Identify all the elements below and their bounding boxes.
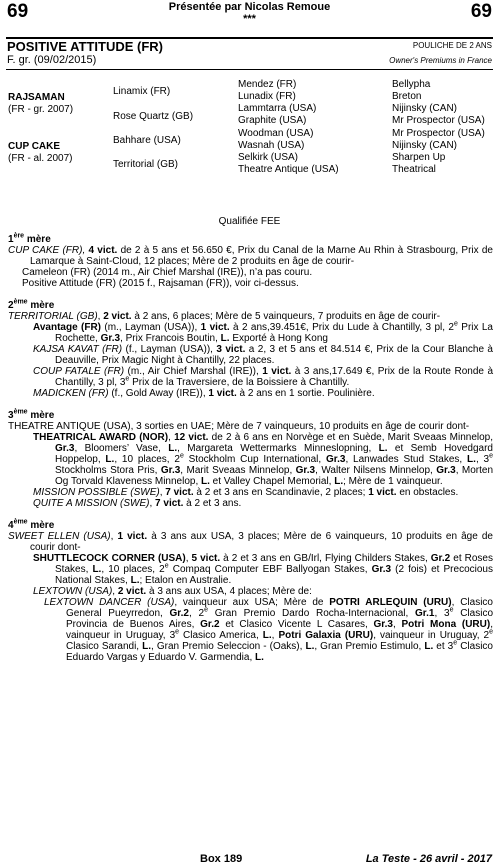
pedigree-gen4: Sharpen Up (392, 152, 446, 163)
pedigree-gen3: Theatre Antique (USA) (238, 164, 339, 175)
section-heading: 2ème mère (8, 298, 55, 311)
horse-header (6, 37, 493, 70)
dam-info: (FR - al. 2007) (8, 153, 73, 164)
paragraph: CUP CAKE (FR), 4 vict. de 2 à 5 ans et 56.650 €, Prix du Canal de la Marne Au Rhin à Strasbourg, Prix de Lamarque à Saint-Cloud, 12 places; Mère de 2 produits en âge de courir- (8, 245, 493, 267)
paragraph: THEATRE ANTIQUE (USA), 3 sorties en UAE; Mère de 7 vainqueurs, 10 produits en âge de courir dont- (8, 421, 470, 432)
paragraph: MISSION POSSIBLE (SWE), 7 vict. à 2 et 3 ans en Scandinavie, 2 places; 1 vict. en obstacles. (33, 487, 459, 498)
pedigree-gen4: Breton (392, 91, 422, 102)
presenter (0, 1, 499, 25)
horse-name: POSITIVE ATTITUDE (FR) (7, 39, 163, 54)
pedigree-gen4: Bellypha (392, 79, 431, 90)
lot-number-right: 69 (470, 1, 492, 22)
pedigree-gen4: Nijinsky (CAN) (392, 103, 457, 114)
pedigree-gen3: Graphite (USA) (238, 115, 307, 126)
horse-sex-age: POULICHE DE 2 ANS (412, 41, 492, 50)
pedigree-gen4: Mr Prospector (USA) (392, 128, 485, 139)
paragraph: LEXTOWN (USA), 2 vict. à 3 ans aux USA, 4 places; Mère de: (33, 586, 312, 597)
box-number: Box 189 (200, 853, 243, 865)
pedigree-gen3: Lunadix (FR) (238, 91, 296, 102)
paragraph: Positive Attitude (FR) (2015 f., Rajsaman (FR)), voir ci-dessus. (22, 278, 299, 289)
paragraph: KAJSA KAVAT (FR) (f., Layman (USA)), 3 vict. a 2, 3 et 5 ans et 84.514 €, Prix de la Cour Blanche à Deauville, Prix Magic Night à Chantilly, 22 places. (33, 344, 493, 366)
paragraph: QUITE A MISSION (SWE), 7 vict. à 2 et 3 ans. (33, 498, 242, 509)
pedigree-gen4: Nijinsky (CAN) (392, 140, 457, 151)
pedigree-gen2: Linamix (FR) (113, 86, 171, 97)
pedigree-gen3: Mendez (FR) (238, 79, 297, 90)
pedigree-gen2: Bahhare (USA) (113, 135, 181, 146)
paragraph: SWEET ELLEN (USA), 1 vict. à 3 ans aux USA, 3 places; Mère de 6 vainqueurs, 10 produits en âge de courir dont- (8, 531, 493, 553)
paragraph: COUP FATALE (FR) (m., Air Chief Marshal (IRE)), 1 vict. à 3 ans,17.649 €, Prix de la Route Ronde à Chantilly, 3 pl, 3e Prix de la Traversiere, de la Boissiere à Chantilly. (33, 366, 494, 388)
pedigree-gen2: Rose Quartz (GB) (113, 111, 194, 122)
paragraph: SHUTTLECOCK CORNER (USA), 5 vict. à 2 et 3 ans en GB/Irl, Flying Childers Stakes, Gr.2 et Roses Stakes, L., 10 places, 2e Compaq Computer EBF Ballyogan Stakes, Gr.3 (2 fois) et Precocious National Stakes, L.; Etalon en Australie. (33, 553, 493, 586)
sire-info: (FR - gr. 2007) (8, 104, 74, 115)
horse-description: F. gr. (09/02/2015) (7, 54, 97, 66)
qualification: Qualifiée FEE (218, 216, 281, 227)
dam-name: CUP CAKE (8, 141, 61, 152)
owner-premiums: Owner's Premiums in France (389, 56, 492, 65)
pedigree-gen3: Selkirk (USA) (238, 152, 299, 163)
section-heading: 1ère mère (8, 232, 51, 245)
stars: *** (243, 13, 256, 25)
lot-number-left: 69 (7, 1, 29, 22)
section-heading: 4ème mère (8, 518, 55, 531)
pedigree-gen3: Wasnah (USA) (238, 140, 305, 151)
pedigree-gen3: Woodman (USA) (238, 128, 314, 139)
sire-name: RAJSAMAN (8, 92, 65, 103)
section-heading: 3ème mère (8, 408, 55, 421)
pedigree-gen4: Mr Prospector (USA) (392, 115, 485, 126)
pedigree-gen2: Territorial (GB) (113, 159, 179, 170)
sale-info: La Teste - 26 avril - 2017 (365, 853, 492, 865)
paragraph: MADICKEN (FR) (f., Gold Away (IRE)), 1 vict. à 2 ans en 1 sortie. Poulinière. (33, 388, 375, 399)
pedigree-gen4: Theatrical (392, 164, 436, 175)
paragraph: TERRITORIAL (GB), 2 vict. à 2 ans, 6 places; Mère de 5 vainqueurs, 7 produits en âge de courir- (8, 311, 441, 322)
pedigree-gen3: Lammtarra (USA) (238, 103, 317, 114)
paragraph: THEATRICAL AWARD (NOR), 12 vict. de 2 à 6 ans en Norvège et en Suède, Marit Sveaas Minnelop, Gr.3, Bloomers’ Vase, L., Margareta Wettermarks Minneslopning, L. et Semb Hovedgard Hoppelop, L., 10 places, 2e Stockholm Cup International, Gr.3, Lanwades Stud Stakes, L., 3e Stockholms Stora Pris, Gr.3, Marit Sveaas Minnelop, Gr.3, Walter Nilsens Minnelop, Gr.3, Morten Og Torvald Klaveness Minnelop, L. et Valley Chapel Memorial, L.; Mère de 1 vainqueur. (33, 432, 494, 487)
presenter-text: Présentée par Nicolas Remoue (168, 1, 331, 13)
paragraph: Avantage (FR) (m., Layman (USA)), 1 vict. à 2 ans,39.451€, Prix du Lude à Chantilly, 3 pl, 2e Prix La Rochette, Gr.3, Prix Francois Boutin, L. Exporté à Hong Kong (33, 320, 493, 344)
paragraph: Cameleon (FR) (2014 m., Air Chief Marshal (IRE)), n’a pas couru. (22, 267, 313, 278)
paragraph: LEXTOWN DANCER (USA), vainqueur aux USA; Mère de POTRI ARLEQUIN (URU), Clasico General Pueyrredon, Gr.2, 2e Gran Premio Dardo Rocha-Internacional, Gr.1, 3e Clasico Provincia de Buenos Aires, Gr.2 et Clasico Vicente L Casares, Gr.3, Potri Mona (URU), vainqueur in Uruguay, 3e Clasico America, L., Potri Galaxia (URU), vainqueur in Uruguay, 2e Clasico Sarandi, L., Gran Premio Seleccion - (Oaks), L., Gran Premio Estimulo, L. et 3e Clasico Eduardo Vargas y Eduardo V. Garmendia, L. (44, 597, 494, 663)
catalogue-body (8, 234, 493, 663)
